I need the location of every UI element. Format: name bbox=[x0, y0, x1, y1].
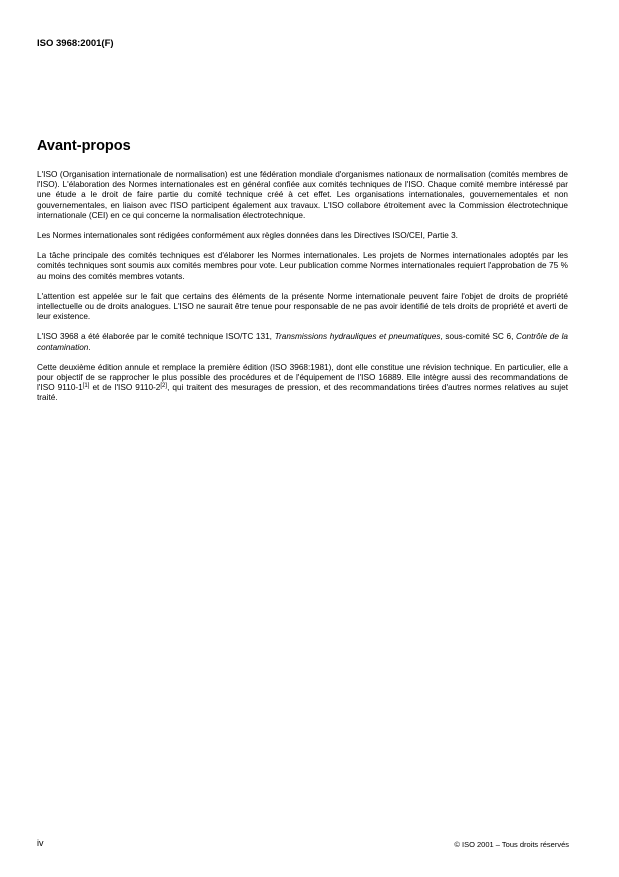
section-title: Avant-propos bbox=[37, 138, 131, 154]
p6-text-b: et de l'ISO 9110-2 bbox=[89, 383, 161, 393]
copyright-notice: © ISO 2001 – Tous droits réservés bbox=[454, 840, 569, 849]
p6-text-c: , qui traitent des mesurages de pression, et des recommandations tirées d'autres normes relatives au sujet traité. bbox=[37, 383, 568, 403]
document-id: ISO 3968:2001(F) bbox=[37, 38, 114, 49]
p5-subcommittee-title: Contrôle de la contamination bbox=[37, 332, 568, 352]
reference-1: [1] bbox=[82, 383, 90, 390]
page-number: iv bbox=[37, 838, 44, 848]
p5-text-a: L'ISO 3968 a été élaborée par le comité technique ISO/TC 131, bbox=[37, 332, 275, 342]
p5-text-e: . bbox=[88, 342, 91, 352]
p5-text-c: , sous-comité SC 6, bbox=[440, 332, 516, 342]
p5-committee-title: Transmissions hydrauliques et pneumatiques bbox=[274, 332, 441, 342]
reference-2: [2] bbox=[160, 383, 168, 390]
foreword-body bbox=[37, 170, 568, 404]
paragraph-6 bbox=[37, 363, 568, 404]
p6-text-a: Cette deuxième édition annule et remplace la première édition (ISO 3968:1981), dont elle constitue une révision technique. En particulier, elle a pour objectif de se rapprocher le plus possible des procédures et de l'équipement de l'ISO 16889. Elle intègre aussi des recommandations de l'ISO 9110-1 bbox=[37, 362, 568, 393]
paragraph-1: L'ISO (Organisation internationale de normalisation) est une fédération mondiale d'organismes nationaux de normalisation (comités membres de l'ISO). L'élaboration des Normes internationales est en général confiée aux comités techniques de l'ISO. Chaque comité membre intéressé par une étude a le droit de faire partie du comité technique créé à cet effet. Les organisations internationales, gouvernementales et non gouvernementales, en liaison avec l'ISO participent également aux travaux. L'ISO collabore étroitement avec la Commission électrotechnique internationale (CEI) en ce qui concerne la normalisation électrotechnique. bbox=[37, 170, 568, 220]
paragraph-4: L'attention est appelée sur le fait que certains des éléments de la présente Norme internationale peuvent faire l'objet de droits de propriété intellectuelle ou de droits analogues. L'ISO ne saurait être tenue pour responsable de ne pas avoir identifié de tels droits de propriété et averti de leur existence. bbox=[37, 291, 568, 322]
paragraph-3: La tâche principale des comités techniques est d'élaborer les Normes internationales. Les projets de Normes internationales adoptés par les comités techniques sont soumis aux comités membres pour vote. Leur publication comme Normes internationales requiert l'approbation de 75 % au moins des comités membres votants. bbox=[37, 251, 568, 281]
paragraph-5 bbox=[37, 332, 568, 352]
paragraph-2: Les Normes internationales sont rédigées conformément aux règles données dans les Directives ISO/CEI, Partie 3. bbox=[37, 231, 458, 241]
